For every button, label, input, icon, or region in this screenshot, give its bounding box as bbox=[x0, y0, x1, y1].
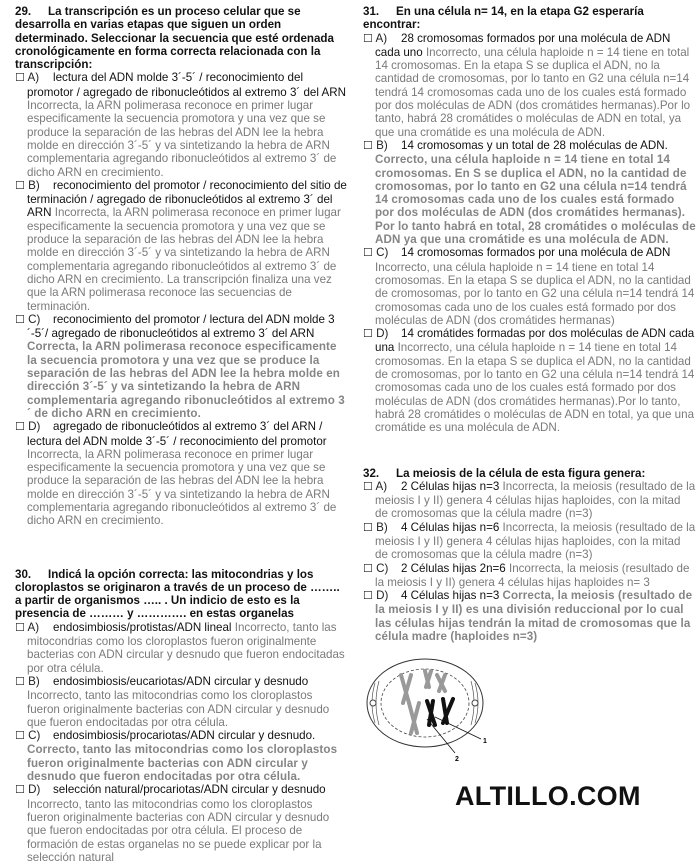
checkbox-icon[interactable]: ☐ bbox=[363, 480, 373, 493]
altillo-logo: ALTILLO.COM bbox=[455, 781, 641, 811]
option-explanation: Incorrecta, la ARN polimerasa reconoce en primer lugar especificamente la secuencia promotora y una vez que se produce la separación de las hebras del ADN lee la hebra molde en dirección 3´-5´ y va sintetizando la hebra de ARN complementaria agregando ribonucleótidos al extremo 3´ de dicho ARN en crecimiento. La transcripción finaliza una vez que la ARN polimerasa reconoce las secuencias de terminación. bbox=[27, 206, 341, 313]
question-text: La meiosis de la célula de esta figura genera: bbox=[396, 466, 646, 480]
option-explanation: Correcta, la meiosis (resultado de la meiosis I y II) es una división reduccional por lo cual las células hijas tendrán la mitad de cromosomas que la célula madre (haploides n=3) bbox=[375, 589, 693, 644]
option-letter: D) bbox=[376, 327, 389, 341]
option-explanation: Incorrecto, tanto las mitocondrias como los cloroplastos fueron originalmente bacterias con ADN circular y desnudo que fueron endocitadas por otra célula. bbox=[27, 620, 345, 675]
option-a[interactable] bbox=[15, 71, 348, 178]
option-letter: D) bbox=[376, 589, 389, 603]
question-32 bbox=[363, 467, 696, 644]
option-explanation: Incorrecto, una célula haploide n = 14 tiene en total 14 cromosomas. En la etapa S se duplica el ADN, no la cantidad de cromosomas, por lo tanto en G2 una célula n=14 tendrá 14 cromosomas cada uno de los cuales está formado por dos moléculas de ADN (dos cromátides hermanas) bbox=[375, 260, 695, 327]
option-c[interactable] bbox=[15, 313, 348, 420]
option-letter: C) bbox=[376, 561, 389, 575]
option-answer: 14 cromosomas formados por una molécula de ADN bbox=[401, 246, 671, 260]
checkbox-icon[interactable]: ☐ bbox=[15, 621, 25, 634]
option-b[interactable] bbox=[15, 675, 348, 729]
option-explanation: Incorrecta, la meiosis (resultado de la meiosis I y II) genera 4 células hijas haploides, con la mitad de cromosomas que la célula madre (n=3) bbox=[375, 479, 696, 521]
checkbox-icon[interactable]: ☐ bbox=[363, 139, 373, 152]
option-a[interactable] bbox=[15, 621, 348, 675]
option-answer: 2 Células hijas 2n=6 bbox=[401, 561, 506, 575]
option-letter: A) bbox=[27, 71, 40, 85]
option-b[interactable] bbox=[363, 521, 696, 562]
option-letter: C) bbox=[376, 246, 389, 260]
option-explanation: Incorrecto, una célula haploide n = 14 tiene en total 14 cromosomas. En la etapa S se duplica el ADN, no la cantidad de cromosomas, por lo tanto en G2 una célula n=14 tendrá 14 cromosomas cada uno de los cuales está formado por dos moléculas de ADN (dos cromátides hermanas).Por lo tanto, habrá 28 cromátides o moléculas de ADN en total, ya que una cromátide es una molécula de ADN. bbox=[375, 341, 695, 435]
option-explanation: Incorrecta, la ARN polimerasa reconoce en primer lugar especificamente la secuencia promotora y una vez que se produce la separación de las hebras del ADN lee la hebra molde en dirección 3´-5´ y va sintetizando la hebra de ARN complementaria agregando ribonucleótidos al extremo 3´ de dicho ARN en crecimiento. bbox=[27, 99, 337, 179]
option-answer: endosimbiosis/procariotas/ADN circular y desnudo. bbox=[53, 729, 316, 743]
option-a[interactable] bbox=[363, 480, 696, 521]
question-29 bbox=[15, 5, 348, 528]
option-a[interactable] bbox=[363, 32, 696, 139]
option-letter: C) bbox=[28, 729, 41, 743]
checkbox-icon[interactable]: ☐ bbox=[363, 32, 373, 45]
question-number: 31. bbox=[363, 5, 380, 18]
question-number: 32. bbox=[363, 466, 380, 480]
right-column bbox=[363, 5, 696, 783]
option-answer: 28 cromosomas formados por una molécula de ADN cada uno bbox=[375, 31, 671, 59]
question-title bbox=[15, 5, 348, 71]
option-explanation: Incorrecta, la ARN polimerasa reconoce en primer lugar especificamente la secuencia promotora y una vez que se produce la separación de las hebras del ADN lee la hebra molde en dirección 3´-5´ y va sintetizando la hebra de ARN complementaria agregando ribonucleótidos al extremo 3´ de dicho ARN en crecimiento. bbox=[27, 447, 337, 528]
option-explanation: Incorrecta, la meiosis (resultado de la meiosis I y II) genera 4 células hijas haploides n= 3 bbox=[375, 561, 690, 589]
checkbox-icon[interactable]: ☐ bbox=[363, 328, 373, 341]
checkbox-icon[interactable]: ☐ bbox=[15, 730, 25, 743]
checkbox-icon[interactable]: ☐ bbox=[363, 247, 373, 260]
cell-diagram bbox=[363, 653, 523, 788]
checkbox-icon[interactable]: ☐ bbox=[15, 72, 25, 85]
question-title bbox=[363, 5, 696, 32]
option-answer: agregado de ribonucleótidos al extremo 3´ del ARN / lectura del ADN molde 3´-5´ / reconocimiento del promotor bbox=[27, 420, 327, 448]
option-d[interactable] bbox=[363, 327, 696, 434]
option-answer: 4 Células hijas n=6 bbox=[401, 520, 500, 534]
option-answer: lectura del ADN molde 3´-5´ / reconocimiento del promotor / agregado de ribonucleótidos al extremo 3´ del ARN bbox=[27, 71, 347, 99]
option-letter: D) bbox=[28, 420, 41, 434]
option-b[interactable] bbox=[15, 179, 348, 313]
option-explanation: Correcto, una célula haploide n = 14 tiene en total 14 cromosomas. En S se duplica el ADN, no la cantidad de cromosomas, por lo tanto en G2 una célula n=14 tendrá 14 cromosomas cada uno de los cuales está formado por dos moléculas de ADN (dos cromátides hermanas). Por lo tanto habrá en total, 28 cromátides o moléculas de ADN ya que una cromátide es una molécula de ADN. bbox=[375, 153, 696, 247]
option-letter: A) bbox=[375, 31, 388, 45]
question-title bbox=[15, 568, 348, 621]
checkbox-icon[interactable]: ☐ bbox=[363, 562, 373, 575]
question-text: En una célula n= 14, en la etapa G2 esperaría encontrar: bbox=[363, 5, 644, 32]
figure-label-2: 2 bbox=[455, 756, 459, 764]
question-30 bbox=[15, 568, 348, 864]
checkbox-icon[interactable]: ☐ bbox=[15, 313, 25, 326]
checkbox-icon[interactable]: ☐ bbox=[363, 521, 373, 534]
cell-meiosis-figure bbox=[363, 653, 523, 783]
option-answer: 14 cromosomas y un total de 28 moléculas de ADN. bbox=[401, 138, 668, 152]
question-31 bbox=[363, 5, 696, 435]
option-answer: reconocimiento del promotor / lectura del ADN molde 3´-5´/ agregado de ribonucleótidos al extremo 3´ del ARN bbox=[27, 312, 335, 341]
option-d[interactable] bbox=[15, 420, 348, 527]
option-answer: endosimbiosis/eucariotas/ADN circular y desnudo bbox=[53, 674, 309, 688]
checkbox-icon[interactable]: ☐ bbox=[15, 421, 25, 434]
option-letter: B) bbox=[376, 138, 388, 152]
option-explanation: Correcto, tanto las mitocondrias como los cloroplastos fueron originalmente bacterias con ADN circular y desnudo que fueron endocitadas por otra célula. bbox=[27, 743, 338, 784]
option-letter: A) bbox=[375, 479, 388, 493]
question-text: Indicá la opción correcta: las mitocondrias y los cloroplastos se originaron a través de un proceso de …….. a partir de organismos ….. . Un indicio de esto es la presencia de ……… y …………. en estas organelas bbox=[15, 567, 340, 621]
figure-label-1: 1 bbox=[483, 738, 487, 746]
option-c[interactable] bbox=[363, 562, 696, 590]
option-explanation: Correcta, la ARN polimerasa reconoce especificamente la secuencia promotora y una vez que se produce la separación de las hebras del ADN lee la hebra molde en dirección 3´-5´ y va sintetizando la hebra de ARN complementaria agregando ribonucleótidos al extremo 3´ de dicho ARN en crecimiento. bbox=[27, 340, 345, 420]
checkbox-icon[interactable]: ☐ bbox=[363, 590, 373, 603]
checkbox-icon[interactable]: ☐ bbox=[15, 179, 25, 192]
option-letter: B) bbox=[28, 674, 40, 688]
question-number: 29. bbox=[15, 5, 32, 18]
option-d[interactable] bbox=[15, 783, 348, 864]
option-explanation: Incorrecto, tanto las mitocondrias como los cloroplastos fueron originalmente bacterias con ADN circular y desnudo que fueron endocitadas por otra célula. bbox=[27, 689, 330, 729]
option-explanation: Incorrecto, una célula haploide n = 14 tiene en total 14 cromosomas. En la etapa S se duplica el ADN, no la cantidad de cromosomas, por lo tanto en G2 una célula n=14 tendrá 14 cromosomas cada uno de los cuales está formado por dos moléculas de ADN (dos cromátides hermanas).Por lo tanto, habrá 28 cromátides o moléculas de ADN en total, ya que una cromátide es una molécula de ADN. bbox=[375, 45, 691, 139]
option-answer: reconocimiento del promotor / reconocimiento del sitio de terminación / agregado de ribonucleótidos al extremo 3´ del ARN bbox=[27, 178, 347, 220]
checkbox-icon[interactable]: ☐ bbox=[15, 675, 25, 688]
option-letter: A) bbox=[27, 620, 40, 634]
option-answer: 4 Células hijas n=3 bbox=[401, 589, 500, 603]
checkbox-icon[interactable]: ☐ bbox=[15, 784, 25, 797]
option-answer: 2 Células hijas n=3 bbox=[401, 479, 500, 493]
option-letter: B) bbox=[376, 520, 388, 534]
option-letter: C) bbox=[28, 312, 41, 326]
option-c[interactable] bbox=[363, 246, 696, 327]
option-letter: B) bbox=[28, 178, 40, 192]
option-letter: D) bbox=[28, 783, 41, 797]
question-title bbox=[363, 467, 696, 480]
option-answer: endosimbiosis/protistas/ADN lineal bbox=[53, 620, 232, 634]
option-explanation: Incorrecta, la meiosis (resultado de la meiosis I y II) genera 4 células hijas haploides, con la mitad de cromosomas que la célula madre (n=3) bbox=[375, 520, 696, 562]
option-b[interactable] bbox=[363, 139, 696, 246]
option-explanation: Incorrecto, tanto las mitocondrias como los cloroplastos fueron originalmente bacterias con ADN circular y desnudo que fueron endocitadas por otra célula. El proceso de formación de estas organelas no se puede explicar por la selección natural bbox=[27, 797, 330, 864]
question-number: 30. bbox=[15, 567, 32, 581]
option-d[interactable] bbox=[363, 589, 696, 643]
option-answer: selección natural/procariotas/ADN circular y desnudo bbox=[53, 783, 326, 797]
option-answer: 14 cromátides formadas por dos moléculas de ADN cada una bbox=[375, 327, 695, 355]
option-c[interactable] bbox=[15, 729, 348, 783]
question-text: La transcripción es un proceso celular que se desarrolla en varias etapas que siguen un orden determinado. Seleccionar la secuencia que esté ordenada cronológicamente en forma correcta relacionada con la transcripción: bbox=[15, 5, 334, 72]
left-column bbox=[15, 5, 348, 864]
